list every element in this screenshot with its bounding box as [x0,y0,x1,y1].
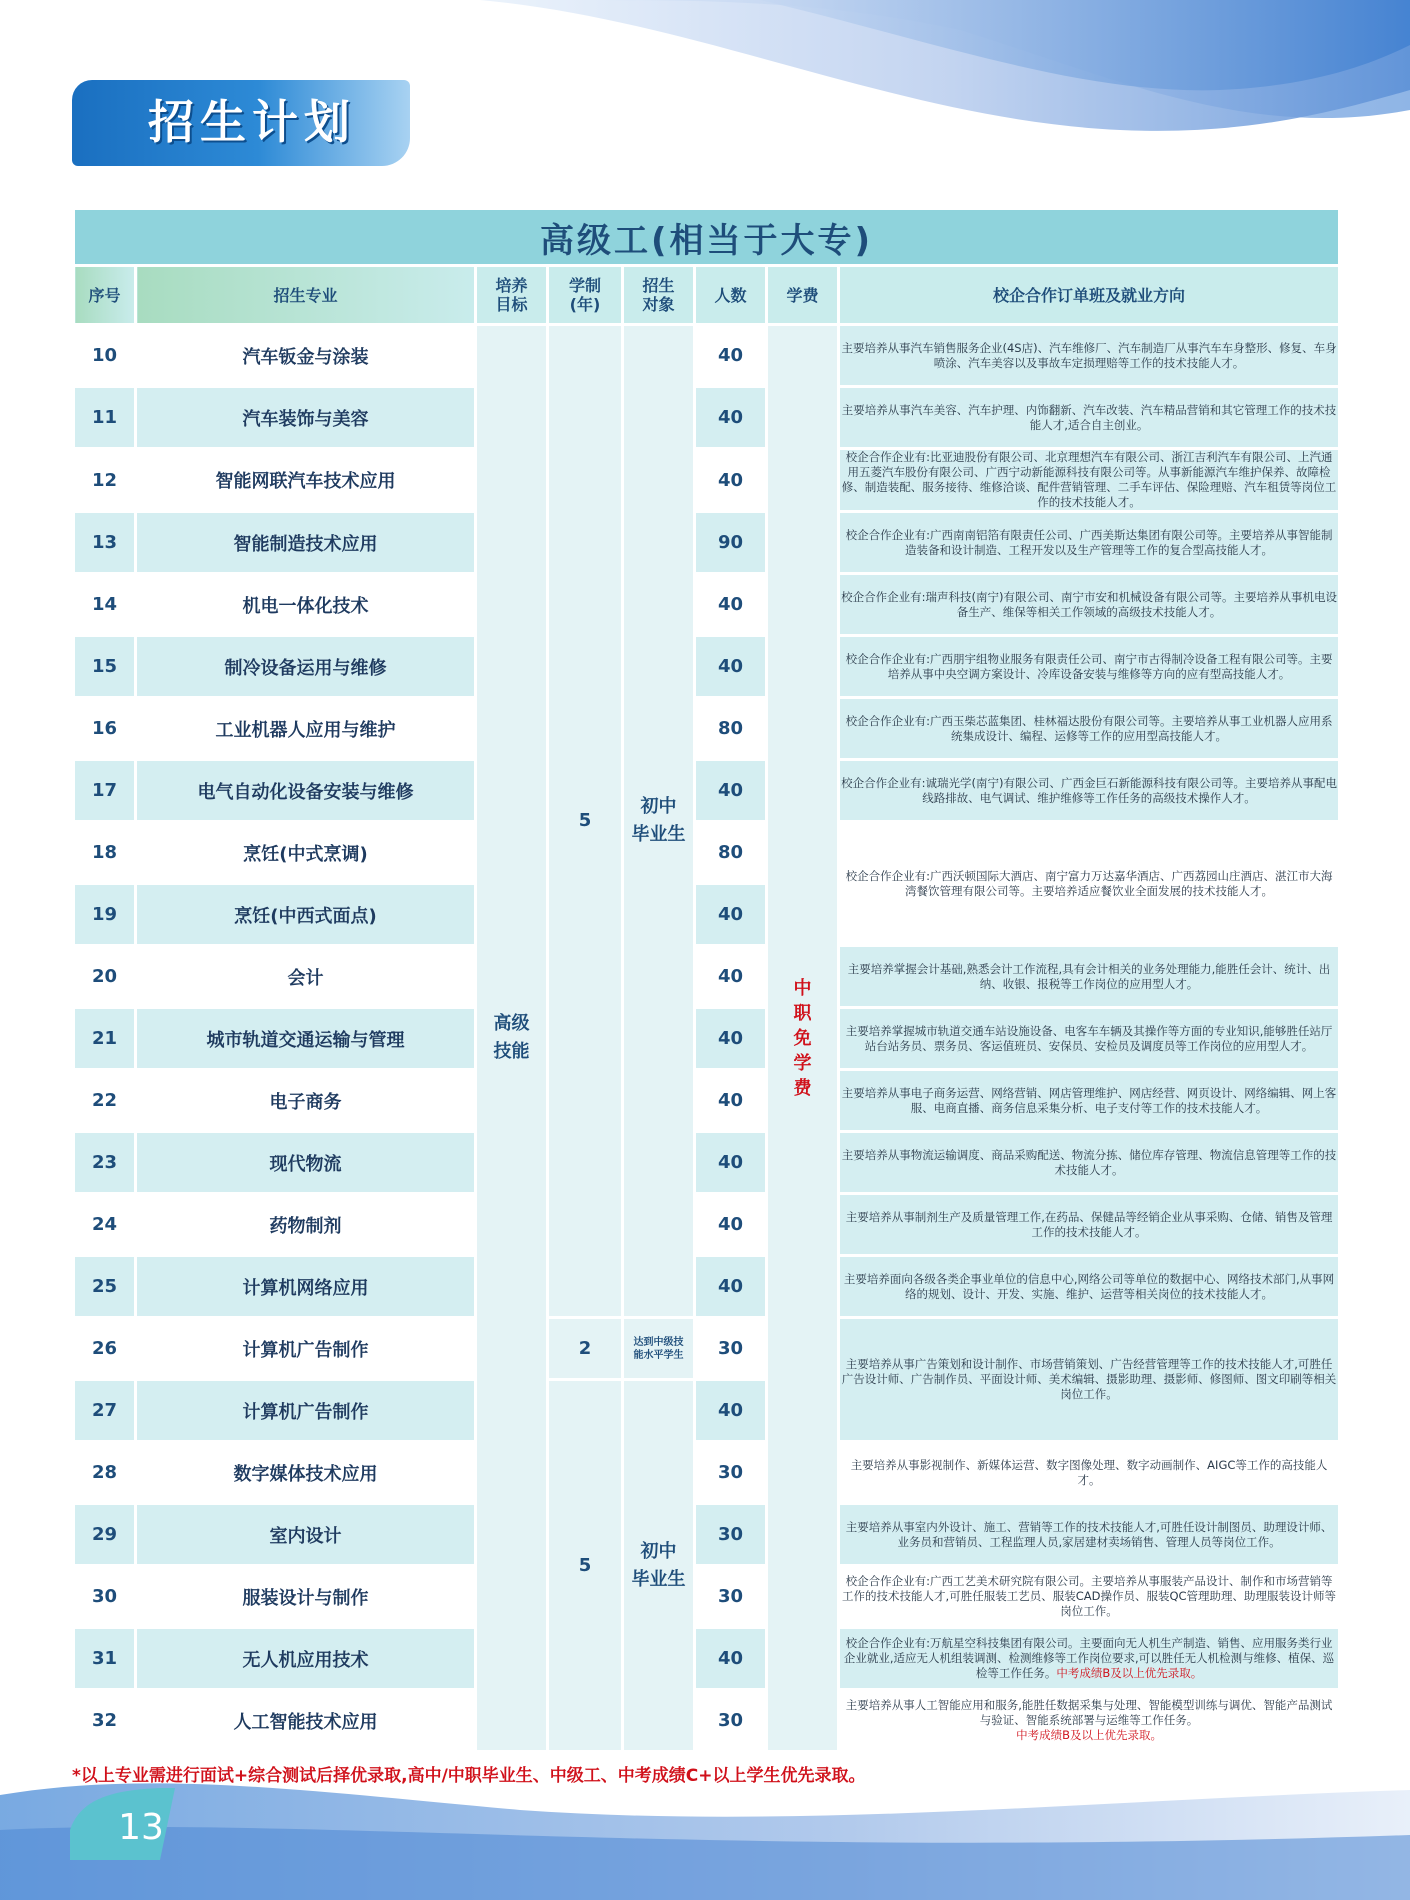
row-major: 烹饪(中式烹调) [136,822,476,884]
row-major: 计算机网络应用 [136,1256,476,1318]
col-seq: 序号 [74,266,136,325]
row-count: 40 [695,1132,767,1194]
row-seq: 25 [74,1256,136,1318]
priority-note: 中考成绩B及以上优先录取。 [1056,1666,1203,1680]
row-major: 计算机广告制作 [136,1318,476,1380]
row-seq: 32 [74,1690,136,1752]
row-major: 智能制造技术应用 [136,512,476,574]
row-desc: 主要培养从事广告策划和设计制作、市场营销策划、广告经营管理等工作的技术技能人才,可胜任广告设计师、广告制作员、平面设计师、美术编辑、摄影助理、摄影师、修图师、图文印刷等相关岗位工作。 [839,1318,1340,1442]
row-major: 工业机器人应用与维护 [136,698,476,760]
col-years: 学制 (年) [548,266,623,325]
col-goal: 培养 目标 [476,266,548,325]
row-seq: 22 [74,1070,136,1132]
col-major: 招生专业 [136,266,476,325]
row-count: 80 [695,822,767,884]
table-row [74,1628,1340,1690]
row-major: 会计 [136,946,476,1008]
row-desc: 校企合作企业有:瑞声科技(南宁)有限公司、南宁市安和机械设备有限公司等。主要培养从事机电设备生产、维保等相关工作领域的高级技术技能人才。 [839,574,1340,636]
row-desc: 主要培养从事电子商务运营、网络营销、网店管理维护、网店经营、网页设计、网络编辑、网上客服、电商直播、商务信息采集分析、电子支付等工作的技术技能人才。 [839,1070,1340,1132]
row-desc: 校企合作企业有:广西南南铝箔有限责任公司、广西美斯达集团有限公司等。主要培养从事智能制造装备和设计制造、工程开发以及生产管理等工作的复合型高技能人才。 [839,512,1340,574]
table-title: 高级工(相当于大专) [74,209,1340,266]
row-major: 药物制剂 [136,1194,476,1256]
col-count: 人数 [695,266,767,325]
row-desc: 主要培养从事室内外设计、施工、营销等工作的技术技能人才,可胜任设计制图员、助理设计师、业务员和营销员、工程监理人员,家居建材卖场销售、管理人员等岗位工作。 [839,1504,1340,1566]
row-seq: 24 [74,1194,136,1256]
table-row [74,760,1340,822]
row-seq: 17 [74,760,136,822]
col-coop: 校企合作订单班及就业方向 [839,266,1340,325]
years-cell-a: 5 [548,325,623,1318]
row-desc: 校企合作企业有:广西工艺美术研究院有限公司。主要培养从事服装产品设计、制作和市场营销等工作的技术技能人才,可胜任服装工艺员、服装CAD操作员、服装QC管理助理、助理服装设计师等岗位工作。 [839,1566,1340,1628]
table-row [74,1442,1340,1504]
table-row [74,946,1340,1008]
row-count: 40 [695,325,767,387]
table-row [74,512,1340,574]
target-cell-c: 初中 毕业生 [623,1380,695,1752]
row-major: 机电一体化技术 [136,574,476,636]
table-row [74,1318,1340,1380]
table-row [74,1690,1340,1752]
table-row [74,698,1340,760]
row-major: 制冷设备运用与维修 [136,636,476,698]
row-seq: 28 [74,1442,136,1504]
row-major: 电气自动化设备安装与维修 [136,760,476,822]
row-count: 40 [695,1194,767,1256]
years-cell-c: 5 [548,1380,623,1752]
table-row [74,387,1340,449]
row-desc: 主要培养从事汽车销售服务企业(4S店)、汽车维修厂、汽车制造厂从事汽车车身整形、修复、车身喷涂、汽车美容以及事故车定损理赔等工作的技术技能人才。 [839,325,1340,387]
page-number: 13 [118,1807,164,1848]
row-count: 30 [695,1318,767,1380]
row-count: 30 [695,1690,767,1752]
row-major: 城市轨道交通运输与管理 [136,1008,476,1070]
row-seq: 15 [74,636,136,698]
row-count: 40 [695,1256,767,1318]
row-major: 现代物流 [136,1132,476,1194]
row-desc: 校企合作企业有:广西朋宇组物业服务有限责任公司、南宁市古得制冷设备工程有限公司等。主要培养从事中央空调方案设计、冷库设备安装与维修等方向的应有型高技能人才。 [839,636,1340,698]
row-count: 40 [695,760,767,822]
row-seq: 29 [74,1504,136,1566]
row-seq: 23 [74,1132,136,1194]
enrollment-table [72,207,1341,1753]
table-row [74,636,1340,698]
row-count: 40 [695,884,767,946]
row-desc: 主要培养掌握城市轨道交通车站设施设备、电客车车辆及其操作等方面的专业知识,能够胜任站厅站台站务员、票务员、客运值班员、安保员、安检员及调度员等工作岗位的应用型人才。 [839,1008,1340,1070]
row-count: 40 [695,449,767,512]
row-major: 计算机广告制作 [136,1380,476,1442]
row-seq: 21 [74,1008,136,1070]
row-desc: 主要培养从事汽车美容、汽车护理、内饰翻新、汽车改装、汽车精品营销和其它管理工作的技术技能人才,适合自主创业。 [839,387,1340,449]
row-seq: 16 [74,698,136,760]
row-seq: 18 [74,822,136,884]
row-major: 无人机应用技术 [136,1628,476,1690]
fee-cell: 中 职 免 学 费 [767,325,839,1752]
table-row [74,1132,1340,1194]
row-desc: 校企合作企业有:广西沃顿国际大酒店、南宁富力万达嘉华酒店、广西荔园山庄酒店、湛江市大海湾餐饮管理有限公司等。主要培养适应餐饮业全面发展的技术技能人才。 [839,822,1340,946]
row-seq: 11 [74,387,136,449]
row-count: 80 [695,698,767,760]
col-fee: 学费 [767,266,839,325]
row-major: 室内设计 [136,1504,476,1566]
table-row [74,1070,1340,1132]
row-seq: 27 [74,1380,136,1442]
row-seq: 12 [74,449,136,512]
row-desc: 校企合作企业有:广西玉柴芯蓝集团、桂林福达股份有限公司等。主要培养从事工业机器人应用系统集成设计、编程、运修等工作的应用型高技能人才。 [839,698,1340,760]
row-seq: 10 [74,325,136,387]
row-seq: 19 [74,884,136,946]
row-major: 电子商务 [136,1070,476,1132]
row-major: 数字媒体技术应用 [136,1442,476,1504]
row-desc: 校企合作企业有:诚瑞光学(南宁)有限公司、广西金巨石新能源科技有限公司等。主要培养从事配电线路排故、电气调试、维护维修等工作任务的高级技术操作人才。 [839,760,1340,822]
row-count: 40 [695,1070,767,1132]
row-count: 90 [695,512,767,574]
row-desc: 主要培养掌握会计基础,熟悉会计工作流程,具有会计相关的业务处理能力,能胜任会计、统计、出纳、收银、报税等工作岗位的应用型人才。 [839,946,1340,1008]
row-seq: 30 [74,1566,136,1628]
row-desc: 主要培养从事影视制作、新媒体运营、数字图像处理、数字动画制作、AIGC等工作的高技能人才。 [839,1442,1340,1504]
row-count: 30 [695,1566,767,1628]
row-count: 40 [695,1008,767,1070]
row-desc: 主要培养从事物流运输调度、商品采购配送、物流分拣、储位库存管理、物流信息管理等工作的技术技能人才。 [839,1132,1340,1194]
row-seq: 14 [74,574,136,636]
target-cell-a: 初中 毕业生 [623,325,695,1318]
row-count: 30 [695,1442,767,1504]
row-major: 汽车钣金与涂装 [136,325,476,387]
table-row [74,1008,1340,1070]
table-row [74,1566,1340,1628]
table-row [74,822,1340,884]
row-desc: 主要培养从事人工智能应用和服务,能胜任数据采集与处理、智能模型训练与调优、智能产品测试与验证、智能系统部署与运维等工作任务。 中考成绩B及以上优先录取。 [839,1690,1340,1752]
table-row [74,1504,1340,1566]
row-count: 40 [695,387,767,449]
row-seq: 20 [74,946,136,1008]
row-count: 40 [695,574,767,636]
row-count: 40 [695,636,767,698]
row-count: 40 [695,1380,767,1442]
section-title: 招生计划 [148,95,356,149]
target-cell-b: 达到中级技 能水平学生 [623,1318,695,1380]
table-row [74,1194,1340,1256]
table-row [74,449,1340,512]
row-desc: 校企合作企业有:万航星空科技集团有限公司。主要面向无人机生产制造、销售、应用服务类行业企业就业,适应无人机组装调测、检测维修等工作岗位要求,可以胜任无人机检测与维修、植保、巡检等工作任务。中考成绩B及以上优先录取。 [839,1628,1340,1690]
row-count: 30 [695,1504,767,1566]
table-row [74,574,1340,636]
priority-note: 中考成绩B及以上优先录取。 [1016,1728,1162,1742]
row-desc: 主要培养从事制剂生产及质量管理工作,在药品、保健品等经销企业从事采购、仓储、销售及管理工作的技术技能人才。 [839,1194,1340,1256]
footnote: *以上专业需进行面试+综合测试后择优录取,高中/中职毕业生、中级工、中考成绩C+以上学生优先录取。 [72,1766,866,1786]
table-row [74,1256,1340,1318]
years-cell-b: 2 [548,1318,623,1380]
goal-cell: 高级 技能 [476,325,548,1752]
row-desc: 主要培养面向各级各类企事业单位的信息中心,网络公司等单位的数据中心、网络技术部门,从事网络的规划、设计、开发、实施、维护、运营等相关岗位的技术技能人才。 [839,1256,1340,1318]
row-seq: 31 [74,1628,136,1690]
row-major: 烹饪(中西式面点) [136,884,476,946]
table-row [74,325,1340,387]
row-count: 40 [695,946,767,1008]
row-major: 服装设计与制作 [136,1566,476,1628]
row-seq: 26 [74,1318,136,1380]
row-seq: 13 [74,512,136,574]
row-major: 人工智能技术应用 [136,1690,476,1752]
row-major: 智能网联汽车技术应用 [136,449,476,512]
col-target: 招生 对象 [623,266,695,325]
row-count: 40 [695,1628,767,1690]
row-desc: 校企合作企业有:比亚迪股份有限公司、北京理想汽车有限公司、浙江吉利汽车有限公司、上汽通用五菱汽车股份有限公司、广西宁动新能源科技有限公司等。从事新能源汽车维护保养、故障检修、制造装配、服务接待、维修洽谈、配件营销管理、二手车评估、保险理赔、汽车租赁等岗位工作的技术技能人才。 [839,449,1340,512]
row-major: 汽车装饰与美容 [136,387,476,449]
